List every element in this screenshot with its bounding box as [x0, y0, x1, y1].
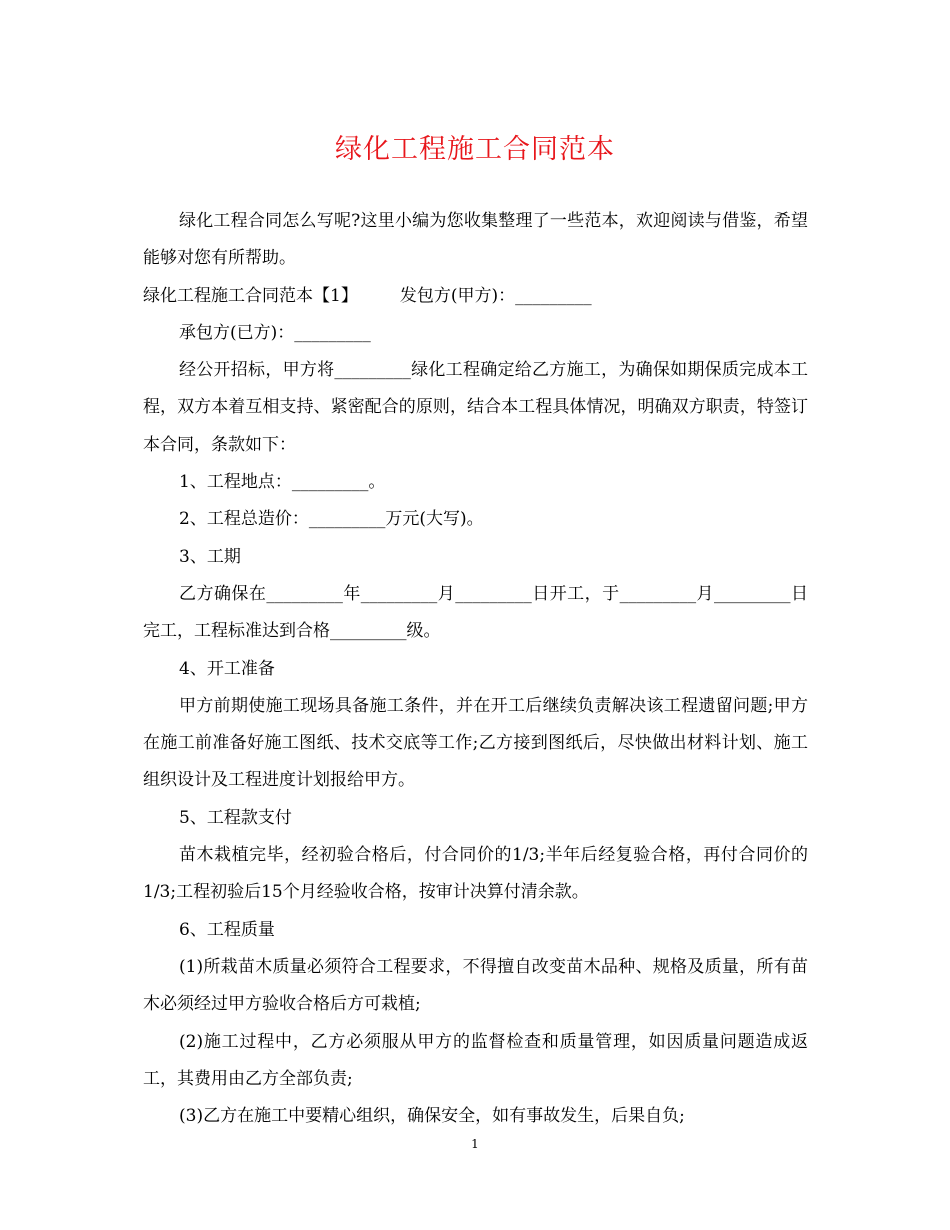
clause-2: 2、工程总造价：_________万元(大写)。	[179, 509, 484, 530]
clause-3-body: 乙方确保在_________年_________月_________日开工，于_________月_________日完工，工程标准达到合格_________级。	[143, 583, 808, 642]
preamble-paragraph: 经公开招标，甲方将_________绿化工程确定给乙方施工，为确保如期保质完成本工程，双方本着互相支持、紧密配合的原则，结合本工程具体情况，明确双方职责，特签订本合同，条款如下：	[143, 360, 808, 455]
party-a-line: 发包方(甲方)：_________	[399, 285, 592, 306]
clause-5-heading: 5、工程款支付	[179, 807, 292, 828]
clause-3-heading: 3、工期	[179, 546, 241, 567]
clause-6-item-1: (1)所栽苗木质量必须符合工程要求，不得擅自改变苗木品种、规格及质量，所有苗木必须经过甲方验收合格后方可栽植;	[143, 956, 808, 1015]
party-b-line: 承包方(已方)：_________	[179, 322, 371, 343]
page-number: 1	[471, 1137, 479, 1151]
clause-6-heading: 6、工程质量	[179, 919, 275, 940]
clause-4-body: 甲方前期使施工现场具备施工条件，并在开工后继续负责解决该工程遗留问题;甲方在施工前准备好施工图纸、技术交底等工作;乙方接到图纸后，尽快做出材料计划、施工组织设计及工程进度计划报给甲方。	[143, 695, 808, 791]
sample-label: 绿化工程施工合同范本【1】	[143, 285, 358, 306]
document-body	[143, 203, 808, 1135]
clause-6-item-2: (2)施工过程中，乙方必须服从甲方的监督检查和质量管理，如因质量问题造成返工，其费用由乙方全部负责;	[143, 1031, 808, 1089]
document-title: 绿化工程施工合同范本	[335, 134, 615, 165]
intro-paragraph: 绿化工程合同怎么写呢?这里小编为您收集整理了一些范本，欢迎阅读与借鉴，希望能够对您有所帮助。	[143, 211, 808, 269]
clause-6-item-3: (3)乙方在施工中要精心组织，确保安全，如有事故发生，后果自负;	[179, 1106, 685, 1127]
clause-1: 1、工程地点：_________。	[179, 472, 386, 493]
clause-5-body: 苗木栽植完毕，经初验合格后，付合同价的1/3;半年后经复验合格，再付合同价的1/3;工程初验后15个月经验收合格，按审计决算付清余款。	[143, 845, 808, 903]
clause-4-heading: 4、开工准备	[179, 658, 275, 679]
sample-heading-line	[143, 278, 808, 315]
